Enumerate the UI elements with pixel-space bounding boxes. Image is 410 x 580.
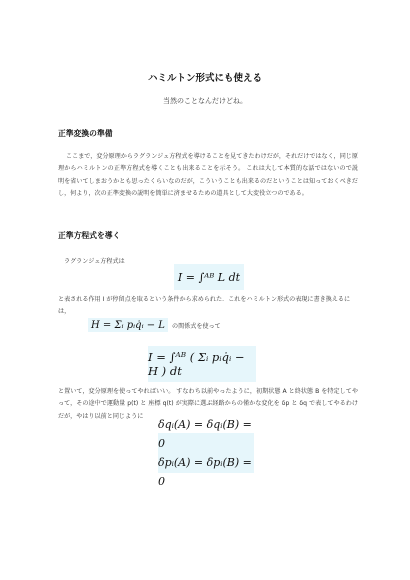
section-paragraph-canonical-prep: ここまで，変分原理からラグランジュ方程式を導けることを見てきたわけだが，それだけではなく，同じ原理からハミルトンの正準方程式を導くことも出来ることを示そう。 これは大して本質的な話ではないので説明を省いてしまおうかとも思ったくらいなのだが，こういうことも出来るのだということは知っておくべきだし，何より，次の正準変換の説明を簡単に済ませるための道具として大変役立つのである。: [58, 153, 358, 197]
equation-action-lagrangian: [174, 264, 244, 290]
equation-line-dp: δpᵢ(A) = δpᵢ(B) = 0: [158, 456, 252, 488]
equation-text: I = ∫ᴬᴮ ( Σᵢ pᵢq̇ᵢ − H ) dt: [148, 350, 245, 378]
page-subtitle: 当然のことなんだけどね。: [163, 97, 247, 105]
section-heading-derive-canonical: 正準方程式を導く: [58, 231, 121, 240]
equation-action-hamiltonian: [148, 346, 256, 382]
intro-text: ラグランジュ方程式は: [64, 258, 125, 265]
equation-text: H = Σᵢ pᵢq̇ᵢ − L: [91, 319, 165, 331]
paragraph-variational-principle: と置いて，変分原理を使ってやればいい。 すなわち以前やったように，初期状態 A と終状態 B を特定してやって，その途中で運動量 p(t) と 座標 q(t) が実際に選ぶ経路からの僅かな変化を δp と δq で表してやるわけだが，やはり以前と同じように: [58, 388, 358, 420]
equation-hamiltonian: [88, 318, 168, 332]
page-title: ハミルトン形式にも使える: [147, 73, 262, 84]
paragraph-action-stationary: と表される作用 I が停留点を取るという条件から求められた．これをハミルトン形式の表現に書き換えるには，: [58, 296, 351, 316]
equation-boundary-conditions: [158, 418, 254, 488]
equation-text: I = ∫ᴬᴮ L dt: [177, 270, 241, 284]
paragraph-after-hamiltonian: の関係式を使って: [172, 323, 221, 330]
equation-line-dq: δqᵢ(A) = δqᵢ(B) = 0: [158, 418, 252, 450]
section-heading-canonical-prep: 正準変換の準備: [58, 129, 113, 138]
